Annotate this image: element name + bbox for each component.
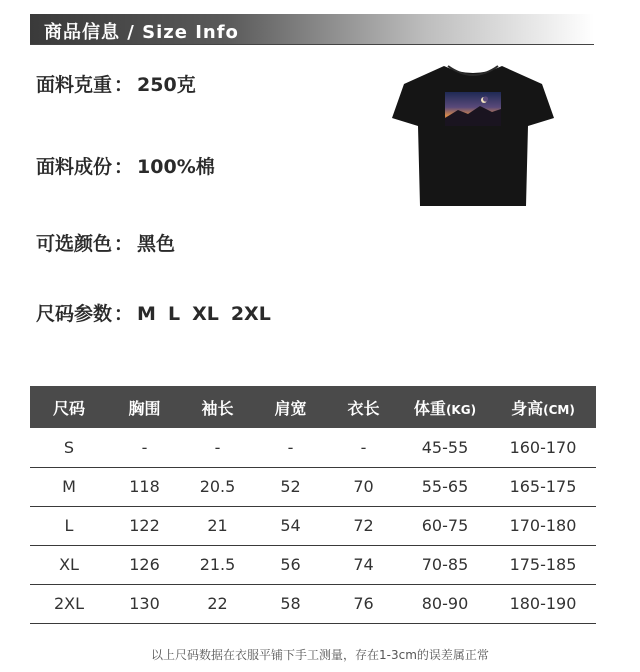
col-header-chest: 胸围 [108, 386, 181, 428]
table-cell: 2XL [30, 584, 108, 623]
table-cell: 58 [254, 584, 327, 623]
table-row [30, 545, 596, 584]
table-cell: 130 [108, 584, 181, 623]
spec-weight [36, 70, 196, 97]
table-cell: 22 [181, 584, 254, 623]
spec-weight-label: 面料克重 [36, 74, 113, 96]
tshirt-body [392, 66, 554, 206]
table-cell: 74 [327, 545, 400, 584]
table-cell: 118 [108, 467, 181, 506]
table-cell: 52 [254, 467, 327, 506]
col-header-length: 衣长 [327, 386, 400, 428]
spec-sizes-values [137, 303, 283, 325]
footnote: 以上尺码数据在衣服平铺下手工测量，存在1-3cm的误差属正常 [151, 648, 489, 662]
size-option: XL [192, 303, 219, 325]
spec-sizes-label: 尺码参数 [36, 303, 113, 325]
spec-material-value: 100%棉 [137, 156, 215, 178]
table-cell: 165-175 [490, 467, 596, 506]
header-divider [30, 44, 594, 45]
size-option: 2XL [230, 303, 271, 325]
table-cell: 72 [327, 506, 400, 545]
col-header-weight: 体重(KG) [400, 386, 490, 428]
table-cell: - [254, 428, 327, 467]
table-cell: 122 [108, 506, 181, 545]
tshirt-product-image [392, 62, 554, 208]
col-header-sleeve: 袖长 [181, 386, 254, 428]
spec-color-label: 可选颜色 [36, 233, 113, 255]
size-option: M [137, 303, 156, 325]
col-header-size: 尺码 [30, 386, 108, 428]
table-cell: L [30, 506, 108, 545]
table-cell: 60-75 [400, 506, 490, 545]
table-cell: 56 [254, 545, 327, 584]
table-cell: 70-85 [400, 545, 490, 584]
table-header-row [30, 386, 596, 428]
spec-material [36, 152, 215, 179]
table-cell: 45-55 [400, 428, 490, 467]
table-cell: 80-90 [400, 584, 490, 623]
table-cell: 54 [254, 506, 327, 545]
spec-color-sep: ： [114, 233, 134, 255]
table-cell: 70 [327, 467, 400, 506]
table-cell: 170-180 [490, 506, 596, 545]
spec-weight-value: 250克 [137, 74, 196, 96]
spec-color-value: 黑色 [137, 233, 176, 255]
table-cell: 55-65 [400, 467, 490, 506]
table-cell: - [327, 428, 400, 467]
table-cell: 20.5 [181, 467, 254, 506]
spec-sizes [36, 299, 283, 326]
table-cell: S [30, 428, 108, 467]
spec-sizes-sep: ： [114, 303, 134, 325]
table-cell: XL [30, 545, 108, 584]
spec-material-label: 面料成份 [36, 156, 113, 178]
header-title: 商品信息 / Size Info [44, 22, 239, 43]
table-cell: 175-185 [490, 545, 596, 584]
table-row [30, 506, 596, 545]
table-cell: - [108, 428, 181, 467]
table-cell: 126 [108, 545, 181, 584]
col-header-height: 身高(CM) [490, 386, 596, 428]
col-header-shoulder: 肩宽 [254, 386, 327, 428]
spec-material-sep: ： [114, 156, 134, 178]
size-option: L [167, 303, 181, 325]
table-cell: M [30, 467, 108, 506]
table-cell: 180-190 [490, 584, 596, 623]
table-row [30, 467, 596, 506]
table-cell: 21.5 [181, 545, 254, 584]
table-cell: 160-170 [490, 428, 596, 467]
spec-color [36, 229, 175, 256]
table-cell: 21 [181, 506, 254, 545]
table-cell: - [181, 428, 254, 467]
table-row [30, 584, 596, 623]
table-row [30, 428, 596, 467]
size-table [30, 386, 596, 624]
table-cell: 76 [327, 584, 400, 623]
header-bar [30, 14, 594, 44]
spec-weight-sep: ： [114, 74, 134, 96]
